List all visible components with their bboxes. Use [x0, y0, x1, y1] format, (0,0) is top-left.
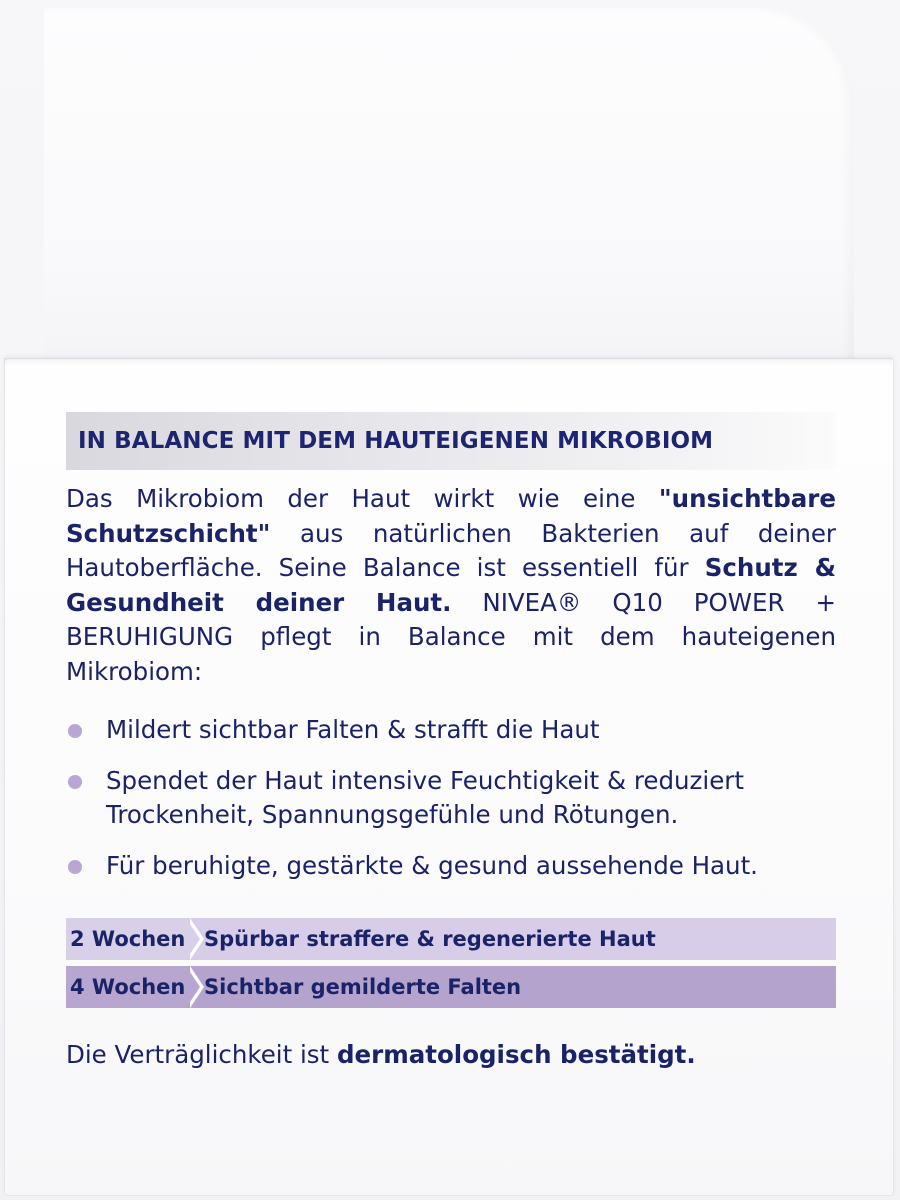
benefit-text: Für beruhigte, gestärkte & gesund aussehende Haut.: [106, 851, 758, 880]
timeline-row: [66, 966, 836, 1008]
benefit-item: [66, 713, 836, 747]
benefit-item: [66, 849, 836, 883]
panel-top-edge: [4, 358, 892, 366]
headline: IN BALANCE MIT DEM HAUTEIGENEN MIKROBIOM: [78, 428, 714, 454]
intro-bold-2: Schutz & Gesundheit deiner Haut.: [66, 553, 837, 617]
benefit-text: Mildert sichtbar Falten & strafft die Haut: [106, 715, 600, 744]
weeks-label: 4 Wochen: [70, 975, 186, 999]
weeks-label: 2 Wochen: [70, 927, 186, 951]
tolerance-text: Die Verträglichkeit ist: [66, 1040, 337, 1069]
benefit-text: Spendet der Haut intensive Feuchtigkeit & reduziert Trockenheit, Spannungsgefühle und Rötungen.: [106, 766, 744, 829]
timeline-weeks: [66, 918, 186, 960]
jar-lid: [44, 8, 854, 378]
intro-bold-1: "unsichtbare Schutzschicht": [66, 484, 836, 548]
intro-text-2: aus natürlichen Bakterien auf deiner Hautoberfläche. Seine Balance ist essentiell für: [66, 518, 836, 582]
tolerance-bold: dermatologisch bestätigt.: [336, 1040, 696, 1069]
benefit-item: [66, 764, 836, 832]
timeline-result: Spürbar straffere & regenerierte Haut: [186, 918, 836, 960]
results-timeline: [66, 918, 836, 1008]
bullet-dot-icon: [68, 775, 82, 789]
headline-bar: [66, 412, 836, 470]
chevron-arrow-icon: [190, 918, 204, 960]
intro-text-3: NIVEA® Q10 POWER + BERUHIGUNG pflegt in Balance mit dem hauteigenen Mikrobiom:: [66, 587, 836, 686]
timeline-row: [66, 918, 836, 960]
bullet-dot-icon: [68, 724, 82, 738]
timeline-weeks: [66, 966, 186, 1008]
intro-paragraph: [66, 482, 836, 689]
bullet-dot-icon: [68, 860, 82, 874]
timeline-result: Sichtbar gemilderte Falten: [186, 966, 836, 1008]
intro-text-1: Das Mikrobiom der Haut wirkt wie eine: [66, 484, 659, 513]
chevron-arrow-icon: [190, 966, 204, 1008]
benefit-list: [66, 713, 836, 883]
label-content: [66, 412, 836, 1072]
tolerance-note: [66, 1038, 836, 1072]
